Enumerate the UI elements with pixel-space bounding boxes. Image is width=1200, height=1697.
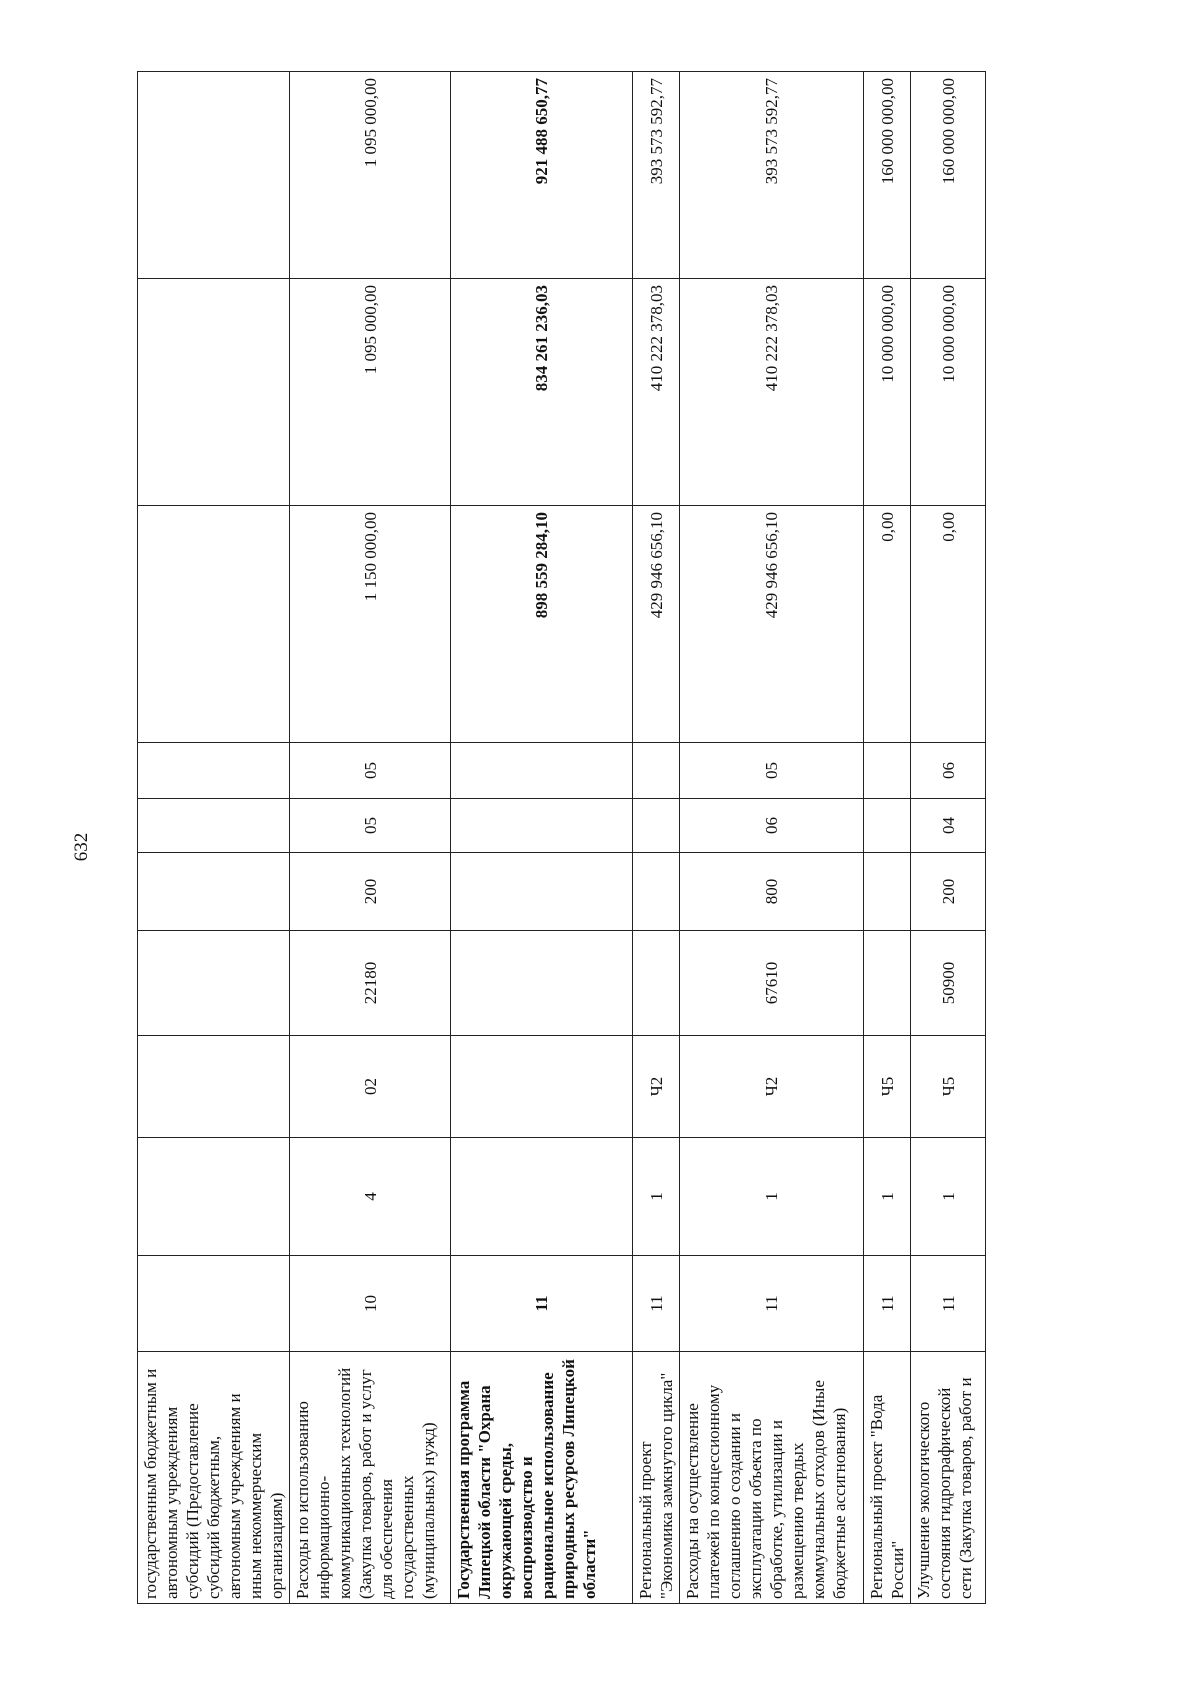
amount-year-3-cell: 393 573 592,77: [680, 72, 864, 279]
section-cell: [451, 799, 633, 853]
subsection-cell: [138, 743, 290, 799]
program-code-cell: 11: [680, 1256, 864, 1352]
row-name-cell: Расходы на осуществление платежей по концессионному соглашению о создании и эксплуатации объекта по обработке, утилизации и размещению твердых коммунальных отходов (Иные бюджетные ассигнования): [680, 1352, 864, 1604]
direction-code-cell: 67610: [680, 931, 864, 1036]
subprogram-code-cell: 1: [864, 1138, 911, 1256]
page-number: 632: [71, 832, 92, 862]
subsection-cell: 06: [911, 743, 986, 799]
amount-year-3-cell: 393 573 592,77: [633, 72, 680, 279]
expense-type-cell: [633, 853, 680, 931]
direction-code-cell: [633, 931, 680, 1036]
subprogram-code-cell: 1: [911, 1138, 986, 1256]
subprogram-code-cell: [138, 1138, 290, 1256]
project-code-cell: [138, 1036, 290, 1138]
direction-code-cell: [451, 931, 633, 1036]
amount-year-3-cell: 160 000 000,00: [864, 72, 911, 279]
program-code-cell: 11: [911, 1256, 986, 1352]
row-name-cell: Улучшение экологического состояния гидрографической сети (Закупка товаров, работ и: [911, 1352, 986, 1604]
row-name-cell: Расходы по использованию информационно-коммуникационных технологий (Закупка товаров, работ и услуг для обеспечения государственных (муниципальных) нужд): [290, 1352, 451, 1604]
section-cell: 04: [911, 799, 986, 853]
amount-year-3-cell: 160 000 000,00: [911, 72, 986, 279]
subsection-cell: 05: [290, 743, 451, 799]
row-name-cell: государственным бюджетным и автономным учреждениям субсидий (Предоставление субсидий бюджетным, автономным учреждениям и иным некоммерческим организациям): [138, 1352, 290, 1604]
table-body: [138, 72, 986, 1604]
budget-table: [137, 71, 986, 1604]
amount-year-3-cell: 921 488 650,77: [451, 72, 633, 279]
program-code-cell: 11: [864, 1256, 911, 1352]
table-row: [864, 72, 911, 1604]
amount-year-3-cell: 1 095 000,00: [290, 72, 451, 279]
table-row: [138, 72, 290, 1604]
subsection-cell: [633, 743, 680, 799]
expense-type-cell: [451, 853, 633, 931]
section-cell: [138, 799, 290, 853]
expense-type-cell: [864, 853, 911, 931]
amount-year-1-cell: 1 150 000,00: [290, 506, 451, 743]
amount-year-2-cell: 834 261 236,03: [451, 279, 633, 506]
direction-code-cell: [864, 931, 911, 1036]
program-code-cell: 11: [633, 1256, 680, 1352]
project-code-cell: [451, 1036, 633, 1138]
expense-type-cell: 200: [911, 853, 986, 931]
project-code-cell: Ч5: [911, 1036, 986, 1138]
program-code-cell: [138, 1256, 290, 1352]
amount-year-2-cell: 410 222 378,03: [680, 279, 864, 506]
expense-type-cell: 800: [680, 853, 864, 931]
project-code-cell: 02: [290, 1036, 451, 1138]
subsection-cell: [864, 743, 911, 799]
table-row: [451, 72, 633, 1604]
subprogram-code-cell: 4: [290, 1138, 451, 1256]
expense-type-cell: [138, 853, 290, 931]
amount-year-1-cell: 0,00: [864, 506, 911, 743]
table-row: [290, 72, 451, 1604]
section-cell: [864, 799, 911, 853]
expense-type-cell: 200: [290, 853, 451, 931]
amount-year-3-cell: [138, 72, 290, 279]
budget-table-rotated: [137, 72, 1075, 1604]
subsection-cell: [451, 743, 633, 799]
section-cell: 05: [290, 799, 451, 853]
amount-year-1-cell: 0,00: [911, 506, 986, 743]
project-code-cell: Ч5: [864, 1036, 911, 1138]
direction-code-cell: 50900: [911, 931, 986, 1036]
row-name-cell: Региональный проект "Вода России": [864, 1352, 911, 1604]
amount-year-2-cell: 10 000 000,00: [864, 279, 911, 506]
amount-year-2-cell: 410 222 378,03: [633, 279, 680, 506]
table-row: [680, 72, 864, 1604]
table-row: [911, 72, 986, 1604]
amount-year-1-cell: 429 946 656,10: [680, 506, 864, 743]
direction-code-cell: 22180: [290, 931, 451, 1036]
program-code-cell: 10: [290, 1256, 451, 1352]
row-name-cell: Региональный проект "Экономика замкнутого цикла": [633, 1352, 680, 1604]
row-name-cell: Государственная программа Липецкой области "Охрана окружающей среды, воспроизводство и рациональное использование природных ресурсов Липецкой области": [451, 1352, 633, 1604]
amount-year-2-cell: 1 095 000,00: [290, 279, 451, 506]
amount-year-1-cell: 429 946 656,10: [633, 506, 680, 743]
program-code-cell: 11: [451, 1256, 633, 1352]
section-cell: 06: [680, 799, 864, 853]
section-cell: [633, 799, 680, 853]
subsection-cell: 05: [680, 743, 864, 799]
amount-year-1-cell: 898 559 284,10: [451, 506, 633, 743]
amount-year-2-cell: 10 000 000,00: [911, 279, 986, 506]
subprogram-code-cell: 1: [633, 1138, 680, 1256]
project-code-cell: Ч2: [633, 1036, 680, 1138]
table-row: [633, 72, 680, 1604]
amount-year-1-cell: [138, 506, 290, 743]
subprogram-code-cell: 1: [680, 1138, 864, 1256]
amount-year-2-cell: [138, 279, 290, 506]
project-code-cell: Ч2: [680, 1036, 864, 1138]
direction-code-cell: [138, 931, 290, 1036]
subprogram-code-cell: [451, 1138, 633, 1256]
